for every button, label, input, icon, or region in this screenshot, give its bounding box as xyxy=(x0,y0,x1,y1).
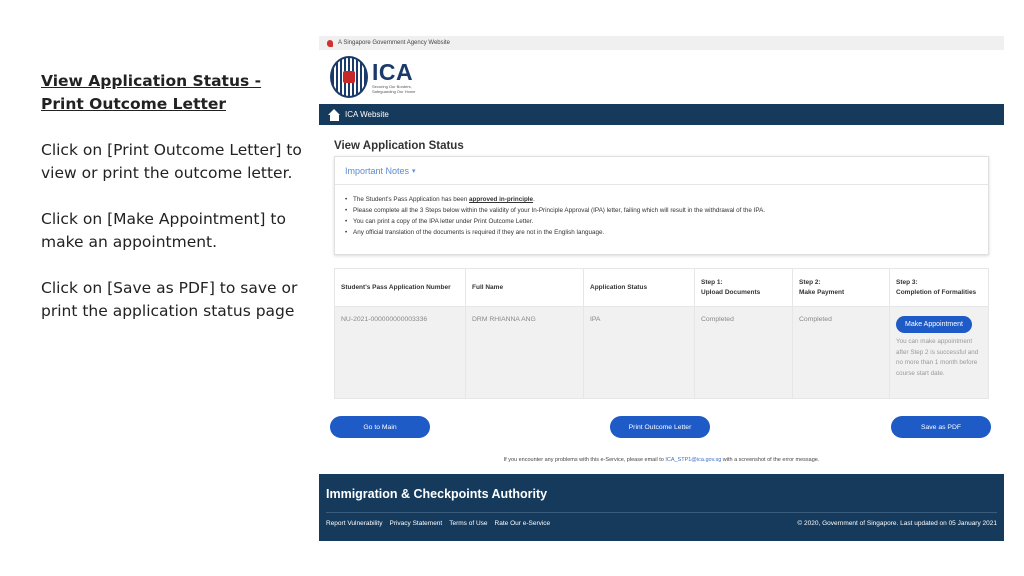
col-app-number: Student's Pass Application Number xyxy=(335,269,466,306)
col-app-status: Application Status xyxy=(584,269,695,306)
footer xyxy=(319,474,1004,541)
footer-link-privacy-statement[interactable]: Privacy Statement xyxy=(389,520,443,527)
gov-banner xyxy=(319,36,1004,50)
note-item: • The Student's Pass Application has been approved in-principle. xyxy=(345,194,978,205)
lion-head-icon xyxy=(327,40,333,47)
chevron-down-icon: ▾ xyxy=(412,167,416,175)
note-item: • Any official translation of the documents is required if they are not in the English language. xyxy=(345,227,978,238)
page-title: View Application Status xyxy=(334,140,464,152)
note-item: • You can print a copy of the IPA letter under Print Outcome Letter. xyxy=(345,216,978,227)
home-icon[interactable] xyxy=(328,109,341,121)
print-outcome-letter-button[interactable]: Print Outcome Letter xyxy=(610,416,710,438)
ica-website-link[interactable]: ICA Website xyxy=(345,110,389,119)
col-step1: Step 1: Upload Documents xyxy=(695,269,793,306)
important-notes-panel xyxy=(334,156,989,255)
ica-logo-name: ICA xyxy=(372,59,414,85)
gov-banner-text: A Singapore Government Agency Website xyxy=(338,40,450,46)
cell-app-number: NU-2021-000000000003336 xyxy=(335,307,466,398)
footer-link-terms-of-use[interactable]: Terms of Use xyxy=(449,520,488,527)
header-logo-row xyxy=(319,50,1004,104)
col-full-name: Full Name xyxy=(466,269,584,306)
cell-step1: Completed xyxy=(695,307,793,398)
instruction-title: View Application Status - Print Outcome Letter xyxy=(41,72,262,113)
ica-crest-icon xyxy=(330,56,368,98)
col-step3: Step 3: Completion of Formalities xyxy=(896,278,977,296)
note-item: • Please complete all the 3 Steps below within the validity of your In-Principle Approval (IPA) letter, failing which will result in the withdrawal of the IPA. xyxy=(345,205,978,216)
make-appointment-button[interactable]: Make Appointment xyxy=(896,316,972,333)
footer-divider xyxy=(326,512,997,513)
instruction-print-letter: Click on [Print Outcome Letter] to view or print the outcome letter. xyxy=(41,141,302,182)
instruction-save-pdf: Click on [Save as PDF] to save or print the application status page xyxy=(41,279,298,320)
instruction-make-appointment: Click on [Make Appointment] to make an appointment. xyxy=(41,210,286,251)
table-header xyxy=(335,269,988,307)
footer-links xyxy=(326,520,550,527)
support-email-link[interactable]: ICA_STP1@ica.gov.sg xyxy=(665,457,722,463)
help-message: If you encounter any problems with this e-Service, please email to ICA_STP1@ica.gov.sg with a screenshot of the error message. xyxy=(503,457,820,463)
footer-link-report-vulnerability[interactable]: Report Vulnerability xyxy=(326,520,383,527)
cell-step3 xyxy=(890,307,988,398)
ica-logo xyxy=(372,60,415,94)
table-row xyxy=(335,307,988,398)
footer-link-rate-eservice[interactable]: Rate Our e-Service xyxy=(494,520,551,527)
ica-page-screenshot xyxy=(319,36,1004,541)
cell-full-name: DRM RHIANNA ANG xyxy=(466,307,584,398)
ica-tagline-1: Securing Our Borders, xyxy=(372,84,412,89)
go-to-main-button[interactable]: Go to Main xyxy=(330,416,430,438)
important-notes-label: Important Notes xyxy=(345,165,410,176)
ica-tagline-2: Safeguarding Our Home xyxy=(372,89,416,94)
instruction-panel xyxy=(41,70,303,323)
action-buttons xyxy=(330,416,993,438)
cell-step2: Completed xyxy=(793,307,890,398)
save-as-pdf-button[interactable]: Save as PDF xyxy=(891,416,991,438)
col-step2: Step 2: Make Payment xyxy=(793,269,890,306)
important-notes-body xyxy=(335,185,988,254)
main-content xyxy=(334,140,989,399)
footer-copyright: © 2020, Government of Singapore. Last updated on 05 January 2021 xyxy=(797,520,997,527)
approved-text: approved in-principle xyxy=(469,196,534,203)
important-notes-toggle[interactable] xyxy=(335,157,988,185)
appointment-note: You can make appointment after Step 2 is successful and no more than 1 month before course start date. xyxy=(896,338,979,377)
cell-app-status: IPA xyxy=(584,307,695,398)
application-status-table xyxy=(334,268,989,399)
top-navbar xyxy=(319,104,1004,125)
footer-agency-name: Immigration & Checkpoints Authority xyxy=(326,487,548,501)
